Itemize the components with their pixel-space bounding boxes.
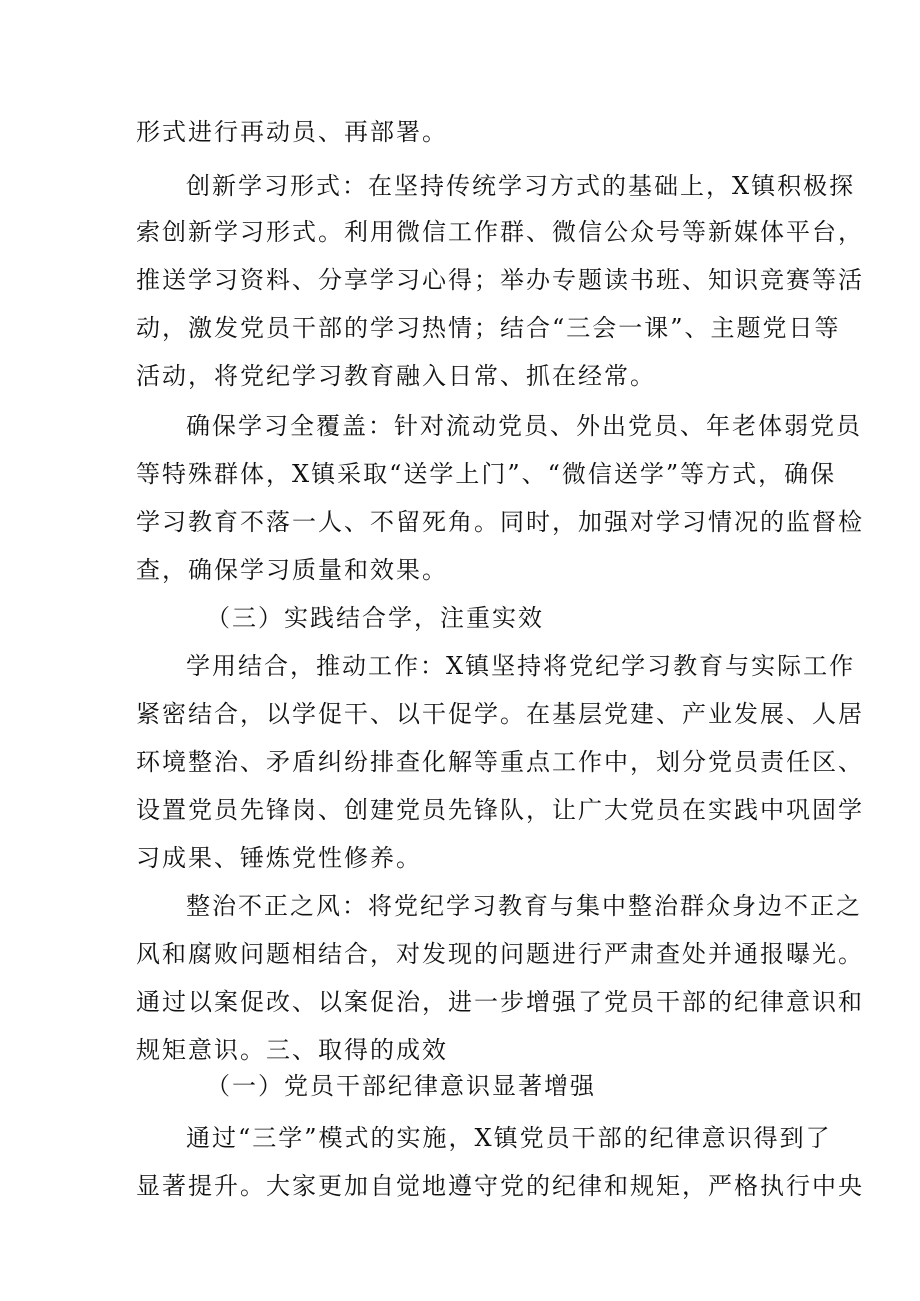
paragraph-start: 确保学习全覆盖：针对流动党员、外出党员、年老体弱党员	[186, 412, 862, 440]
text-line: 活动，将党纪学习教育融入日常、抓在经常。	[136, 362, 656, 390]
text-line: 设置党员先锋岗、创建党员先锋队，让广大党员在实践中巩固学	[136, 796, 864, 824]
text-line: 查，确保学习质量和效果。	[136, 556, 448, 584]
text-line: 规矩意识。三、取得的成效	[136, 1036, 448, 1064]
section-heading: （一）党员干部纪律意识显著增强	[206, 1072, 596, 1100]
text-line: 风和腐败问题相结合，对发现的问题进行严肃查处并通报曝光。	[136, 940, 864, 968]
text-line: 动，激发党员干部的学习热情；结合“三会一课”、主题党日等	[136, 314, 841, 342]
text-line: 形式进行再动员、再部署。	[136, 118, 448, 146]
text-line: 学习教育不落一人、不留死角。同时，加强对学习情况的监督检	[136, 508, 864, 536]
text-line: 显著提升。大家更加自觉地遵守党的纪律和规矩，严格执行中央	[136, 1172, 864, 1200]
text-line: 等特殊群体，X镇采取“送学上门”、“微信送学”等方式，确保	[136, 460, 837, 488]
text-line: 环境整治、矛盾纠纷排查化解等重点工作中，划分党员责任区、	[136, 748, 864, 776]
paragraph-start: 通过“三学”模式的实施，X镇党员干部的纪律意识得到了	[186, 1124, 832, 1152]
paragraph-start: 整治不正之风：将党纪学习教育与集中整治群众身边不正之	[186, 892, 862, 920]
text-line: 紧密结合，以学促干、以干促学。在基层党建、产业发展、人居	[136, 700, 864, 728]
text-line: 索创新学习形式。利用微信工作群、微信公众号等新媒体平台，	[136, 218, 864, 246]
text-line: 通过以案促改、以案促治，进一步增强了党员干部的纪律意识和	[136, 988, 864, 1016]
text-line: 推送学习资料、分享学习心得；举办专题读书班、知识竞赛等活	[136, 266, 864, 294]
section-heading: （三）实践结合学，注重实效	[206, 604, 544, 632]
paragraph-start: 创新学习形式：在坚持传统学习方式的基础上，X镇积极探	[186, 172, 856, 200]
text-line: 习成果、锤炼党性修养。	[136, 844, 422, 872]
paragraph-start: 学用结合，推动工作：X镇坚持将党纪学习教育与实际工作	[186, 652, 856, 680]
